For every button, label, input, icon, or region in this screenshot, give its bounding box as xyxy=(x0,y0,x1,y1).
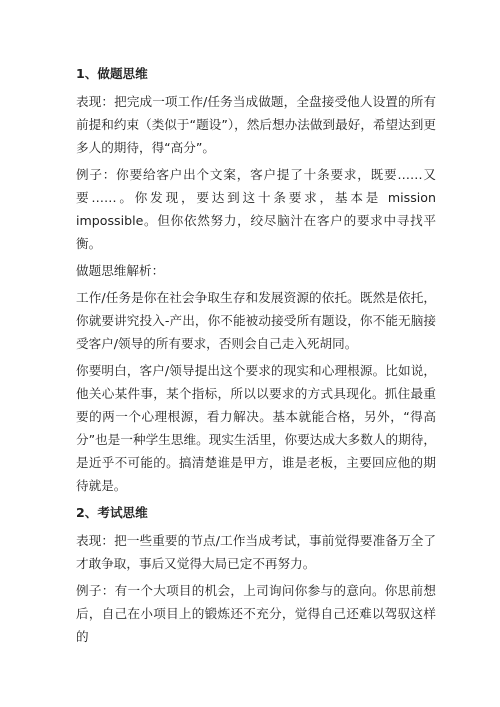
section-1-paragraph-performance: 表现：把完成一项工作/任务当成做题，全盘接受他人设置的所有前提和约束（类似于“题设”），然后想办法做到最好，希望达到更多人的期待，得“高分”。 xyxy=(76,94,436,155)
section-1-heading: 1、做题思维 xyxy=(76,66,148,81)
section-2-heading: 2、考试思维 xyxy=(76,505,148,520)
section-1-paragraph-analysis: 工作/任务是你在社会争取生存和发展资源的依托。既然是依托，你就要讲究投入-产出，你不能被动接受所有题设，你不能无脑接受客户/领导的所有要求，否则会自己走入死胡同。 xyxy=(76,290,436,351)
section-2-paragraph-performance: 表现：把一些重要的节点/工作当成考试，事前觉得要准备万全了才敢争取，事后又觉得大局已定不再努力。 xyxy=(76,533,436,571)
section-1-paragraph-example: 例子：你要给客户出个文案，客户提了十条要求，既要……又要……。你发现，要达到这十条要求，基本是 mission impossible。但你依然努力，绞尽脑汁在客户的要求中寻找平衡。 xyxy=(76,167,436,251)
section-1-analysis-label: 做题思维解析： xyxy=(76,263,165,278)
document-body xyxy=(76,62,436,652)
section-2-paragraph-example: 例子：有一个大项目的机会，上司询问你参与的意向。你思前想后，自己在小项目上的锻炼还不充分，觉得自己还难以驾驭这样的 xyxy=(76,583,436,644)
section-1-paragraph-understanding: 你要明白，客户/领导提出这个要求的现实和心理根源。比如说，他关心某件事，某个指标，所以以要求的方式具现化。抓住最重要的两一个心理根源，看力解决。基本就能合格，另外，“得高分”也是一种学生思维。现实生活里，你要达成大多数人的期待，是近乎不可能的。搞清楚谁是甲方，谁是老板，主要回应他的期待就是。 xyxy=(76,363,436,493)
